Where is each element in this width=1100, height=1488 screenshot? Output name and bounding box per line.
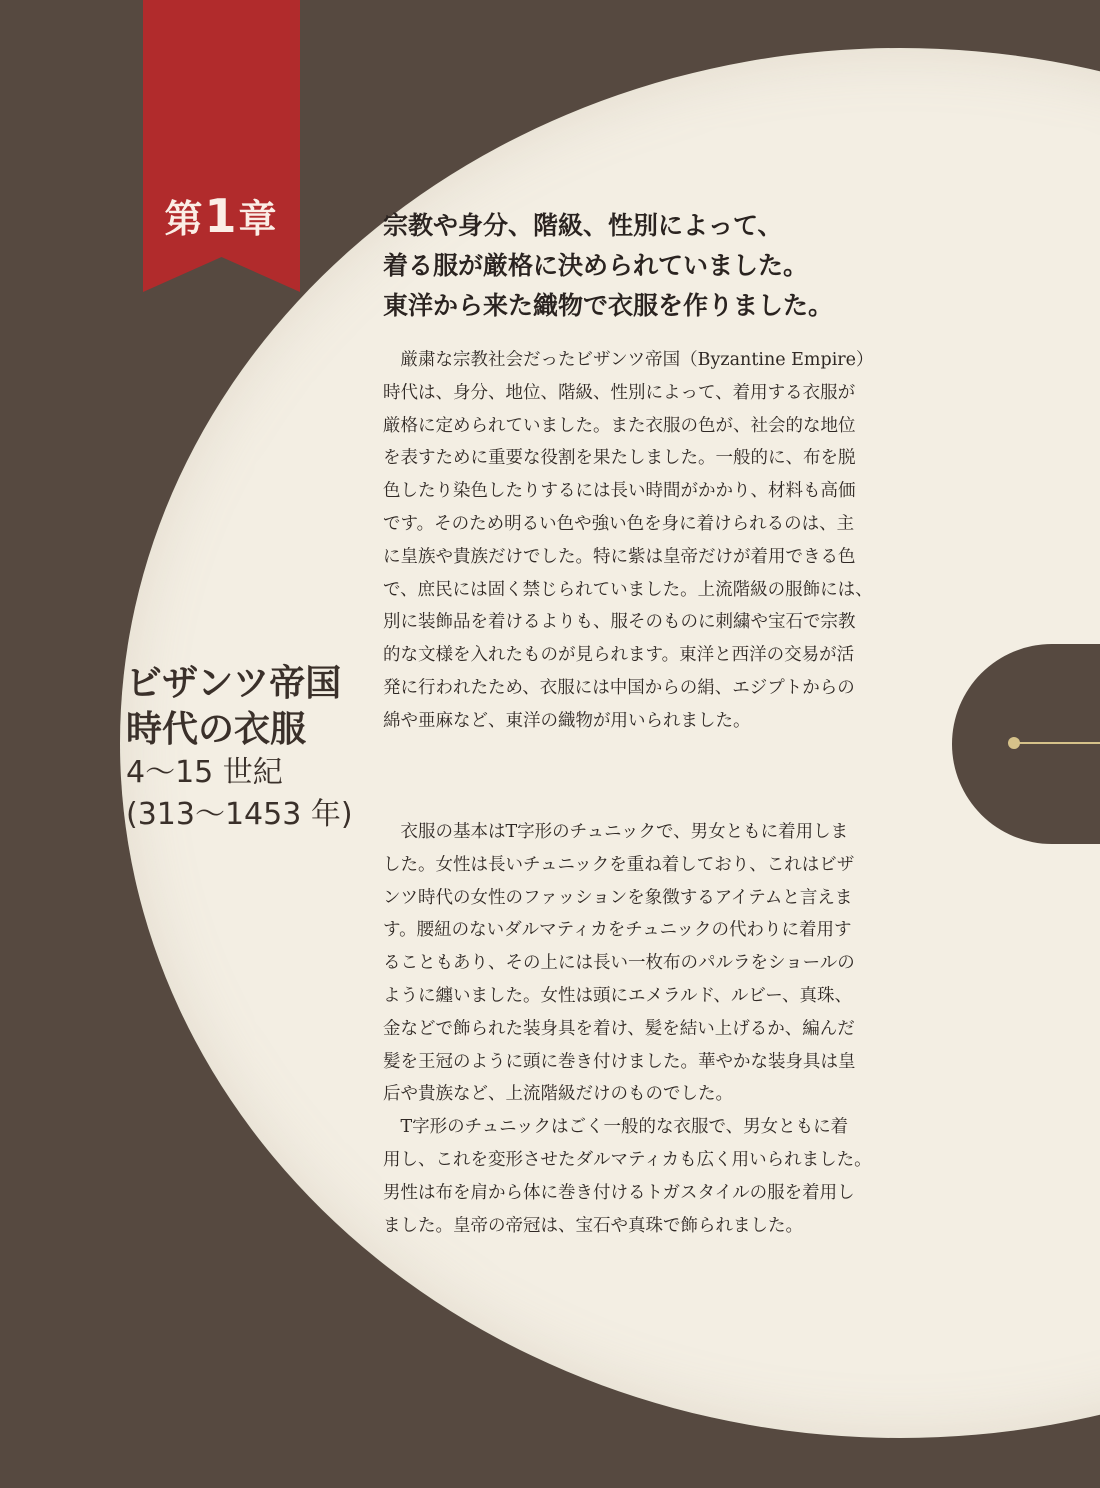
text-line: 男性は布を肩から体に巻き付けるトガスタイルの服を着用し — [383, 1182, 855, 1203]
text-line: 厳粛な宗教社会だったビザンツ帝国（Byzantine Empire） — [383, 350, 874, 370]
text-line: 綿や亜麻など、東洋の織物が用いられました。 — [383, 710, 751, 731]
text-line: 髪を王冠のように頭に巻き付けました。華やかな装身具は皇 — [383, 1051, 856, 1072]
text-line: 時代は、身分、地位、階級、性別によって、着用する衣服が — [383, 382, 856, 403]
text-line: ることもあり、その上には長い一枚布のパルラをショールの — [383, 953, 855, 974]
era-years: (313〜1453 年) — [126, 797, 353, 832]
text-line: 后や貴族など、上流階級だけのものでした。 — [383, 1084, 733, 1105]
body-paragraph-2 — [383, 816, 958, 1242]
lead-line: 東洋から来た織物で衣服を作りました。 — [383, 291, 834, 320]
tab-accent-line — [1014, 742, 1100, 744]
text-line: 衣服の基本はT字形のチュニックで、男女ともに着用しま — [383, 822, 849, 842]
text-line: 用し、これを変形させたダルマティカも広く用いられました。 — [383, 1149, 872, 1170]
chapter-label — [143, 188, 300, 243]
lead-headline — [383, 206, 833, 326]
text-line: ました。皇帝の帝冠は、宝石や真珠で飾られました。 — [383, 1215, 803, 1236]
text-line: 的な文様を入れたものが見られます。東洋と西洋の交易が活 — [383, 645, 855, 666]
text-line: に皇族や貴族だけでした。特に紫は皇帝だけが着用できる色 — [383, 546, 856, 567]
text-line: した。女性は長いチュニックを重ね着しており、これはビザ — [383, 854, 855, 875]
lead-line: 着る服が厳格に決められていました。 — [383, 251, 809, 280]
lead-line: 宗教や身分、階級、性別によって、 — [383, 211, 783, 240]
era-title-line: 時代の衣服 — [126, 708, 307, 750]
chapter-prefix: 第 — [164, 196, 205, 241]
era-dates — [126, 752, 353, 836]
text-line: 発に行われたため、衣服には中国からの絹、エジプトからの — [383, 677, 855, 698]
text-line: です。そのため明るい色や強い色を身に着けられるのは、主 — [383, 513, 855, 534]
body-paragraph-1 — [383, 344, 958, 738]
text-line: ように纏いました。女性は頭にエメラルド、ルビー、真珠、 — [383, 985, 852, 1006]
text-line: で、庶民には固く禁じられていました。上流階級の服飾には、 — [383, 579, 873, 600]
chapter-ribbon — [143, 0, 300, 292]
text-line: ンツ時代の女性のファッションを象徴するアイテムと言えま — [383, 887, 853, 908]
chapter-suffix: 章 — [238, 196, 279, 241]
text-line: 別に装飾品を着けるよりも、服そのものに刺繍や宝石で宗教 — [383, 612, 856, 633]
era-title-line: ビザンツ帝国 — [126, 662, 342, 704]
text-line: 色したり染色したりするには長い時間がかかり、材料も高価 — [383, 481, 856, 502]
text-line: T字形のチュニックはごく一般的な衣服で、男女ともに着 — [383, 1117, 849, 1138]
text-line: す。腰紐のないダルマティカをチュニックの代わりに着用す — [383, 920, 852, 941]
era-title — [126, 660, 341, 752]
era-century: 4〜15 世紀 — [126, 755, 283, 790]
text-line: 金などで飾られた装身具を着け、髪を結い上げるか、編んだ — [383, 1018, 855, 1039]
tab-dot-icon — [1008, 737, 1020, 749]
chapter-number: 1 — [204, 189, 239, 243]
text-line: を表すために重要な役割を果たしました。一般的に、布を脱 — [383, 448, 856, 469]
text-line: 厳格に定められていました。また衣服の色が、社会的な地位 — [383, 415, 856, 436]
